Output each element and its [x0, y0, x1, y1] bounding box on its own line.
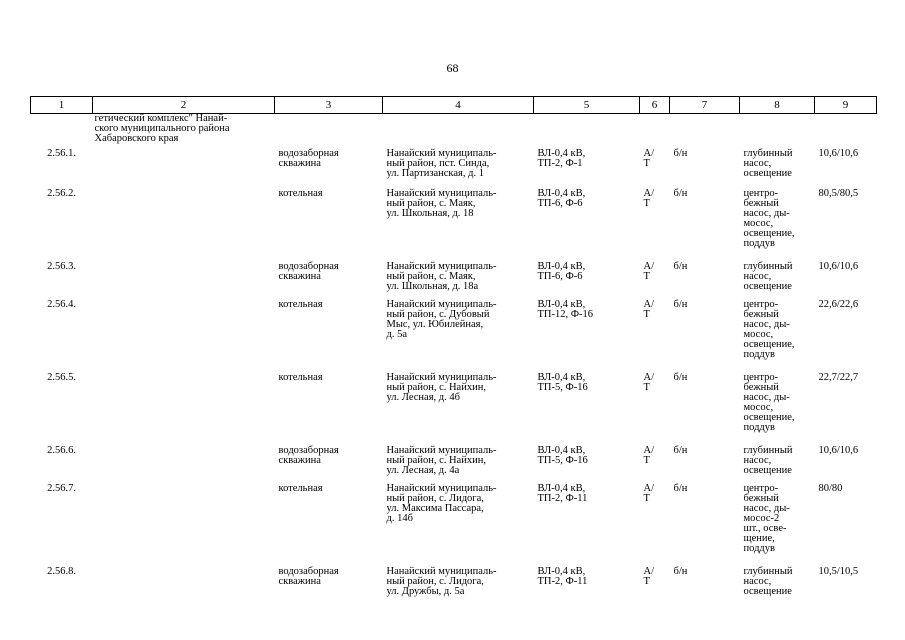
row-number: 2.56.5. [47, 372, 76, 383]
power-value: 10,6/10,6 [818, 261, 859, 272]
table-row [31, 372, 877, 445]
equipment: центро- бежный насос, ды- мосос, освещение, поддув [743, 188, 795, 249]
address: Нанайский муниципаль- ный район, с. Маяк, ул. Школьная, д. 18а [386, 261, 497, 292]
row-number: 2.56.3. [47, 261, 76, 272]
header-row [31, 97, 877, 114]
meter-number: б/н [673, 566, 688, 577]
header-cell: 6 [640, 97, 670, 114]
equipment: центро- бежный насос, ды- мосос, освещение, поддув [743, 299, 795, 360]
power-value: 10,6/10,6 [818, 445, 859, 456]
header-cell: 2 [93, 97, 275, 114]
power-line: ВЛ-0,4 кВ, ТП-6, Ф-6 [537, 261, 586, 282]
power-value: 22,6/22,6 [818, 299, 859, 310]
meter-number: б/н [673, 188, 688, 199]
power-value: 10,5/10,5 [818, 566, 859, 577]
header-cell: 3 [275, 97, 383, 114]
meter-number: б/н [673, 261, 688, 272]
continuation-text: гетический комплекс" Нанай- ского муниципального района Хабаровского края [94, 113, 230, 144]
header-cell: 9 [815, 97, 877, 114]
power-line: ВЛ-0,4 кВ, ТП-5, Ф-16 [537, 445, 588, 466]
data-table [30, 96, 877, 607]
object-type: водозаборная скважина [278, 566, 339, 587]
table-row [31, 188, 877, 261]
category: А/ Т [643, 148, 654, 169]
category: А/ Т [643, 483, 654, 504]
category: А/ Т [643, 372, 654, 393]
power-line: ВЛ-0,4 кВ, ТП-2, Ф-1 [537, 148, 586, 169]
row-number: 2.56.4. [47, 299, 76, 310]
power-value: 10,6/10,6 [818, 148, 859, 159]
power-value: 80/80 [818, 483, 843, 494]
address: Нанайский муниципаль- ный район, пст. Синда, ул. Партизанская, д. 1 [386, 148, 497, 179]
equipment: центро- бежный насос, ды- мосос-2 шт., осве- щение, поддув [743, 483, 790, 554]
address: Нанайский муниципаль- ный район, с. Маяк, ул. Школьная, д. 18 [386, 188, 497, 219]
meter-number: б/н [673, 372, 688, 383]
table-row [31, 261, 877, 299]
object-type: котельная [278, 299, 323, 310]
category: А/ Т [643, 566, 654, 587]
row-number: 2.56.2. [47, 188, 76, 199]
row-number: 2.56.6. [47, 445, 76, 456]
row-number: 2.56.7. [47, 483, 76, 494]
category: А/ Т [643, 445, 654, 466]
category: А/ Т [643, 261, 654, 282]
header-cell: 7 [670, 97, 740, 114]
address: Нанайский муниципаль- ный район, с. Найхин, ул. Лесная, д. 4б [386, 372, 497, 403]
equipment: центро- бежный насос, ды- мосос, освещение, поддув [743, 372, 795, 433]
object-type: котельная [278, 372, 323, 383]
row-number: 2.56.1. [47, 148, 76, 159]
address: Нанайский муниципаль- ный район, с. Лидога, ул. Максима Пассара, д. 14б [386, 483, 497, 524]
power-line: ВЛ-0,4 кВ, ТП-5, Ф-16 [537, 372, 588, 393]
table-row [31, 445, 877, 483]
meter-number: б/н [673, 299, 688, 310]
power-line: ВЛ-0,4 кВ, ТП-6, Ф-6 [537, 188, 586, 209]
header-cell: 5 [534, 97, 640, 114]
category: А/ Т [643, 299, 654, 320]
object-type: водозаборная скважина [278, 445, 339, 466]
page-number: 68 [446, 61, 459, 75]
equipment: глубинный насос, освещение [743, 148, 793, 179]
power-value: 22,7/22,7 [818, 372, 859, 383]
meter-number: б/н [673, 445, 688, 456]
category: А/ Т [643, 188, 654, 209]
object-type: котельная [278, 188, 323, 199]
header-cell: 4 [383, 97, 534, 114]
table-row [31, 566, 877, 607]
equipment: глубинный насос, освещение [743, 566, 793, 597]
table-row [31, 483, 877, 566]
equipment: глубинный насос, освещение [743, 261, 793, 292]
table-row [31, 148, 877, 188]
row-number: 2.56.8. [47, 566, 76, 577]
address: Нанайский муниципаль- ный район, с. Дубовый Мыс, ул. Юбилейная, д. 5а [386, 299, 497, 340]
address: Нанайский муниципаль- ный район, с. Лидога, ул. Дружбы, д. 5а [386, 566, 497, 597]
object-type: котельная [278, 483, 323, 494]
continuation-row [31, 114, 877, 149]
header-cell: 1 [31, 97, 93, 114]
object-type: водозаборная скважина [278, 148, 339, 169]
equipment: глубинный насос, освещение [743, 445, 793, 476]
power-value: 80,5/80,5 [818, 188, 859, 199]
power-line: ВЛ-0,4 кВ, ТП-2, Ф-11 [537, 566, 588, 587]
object-type: водозаборная скважина [278, 261, 339, 282]
meter-number: б/н [673, 483, 688, 494]
power-line: ВЛ-0,4 кВ, ТП-12, Ф-16 [537, 299, 594, 320]
address: Нанайский муниципаль- ный район, с. Найхин, ул. Лесная, д. 4а [386, 445, 497, 476]
meter-number: б/н [673, 148, 688, 159]
table-row [31, 299, 877, 372]
header-cell: 8 [740, 97, 815, 114]
power-line: ВЛ-0,4 кВ, ТП-2, Ф-11 [537, 483, 588, 504]
